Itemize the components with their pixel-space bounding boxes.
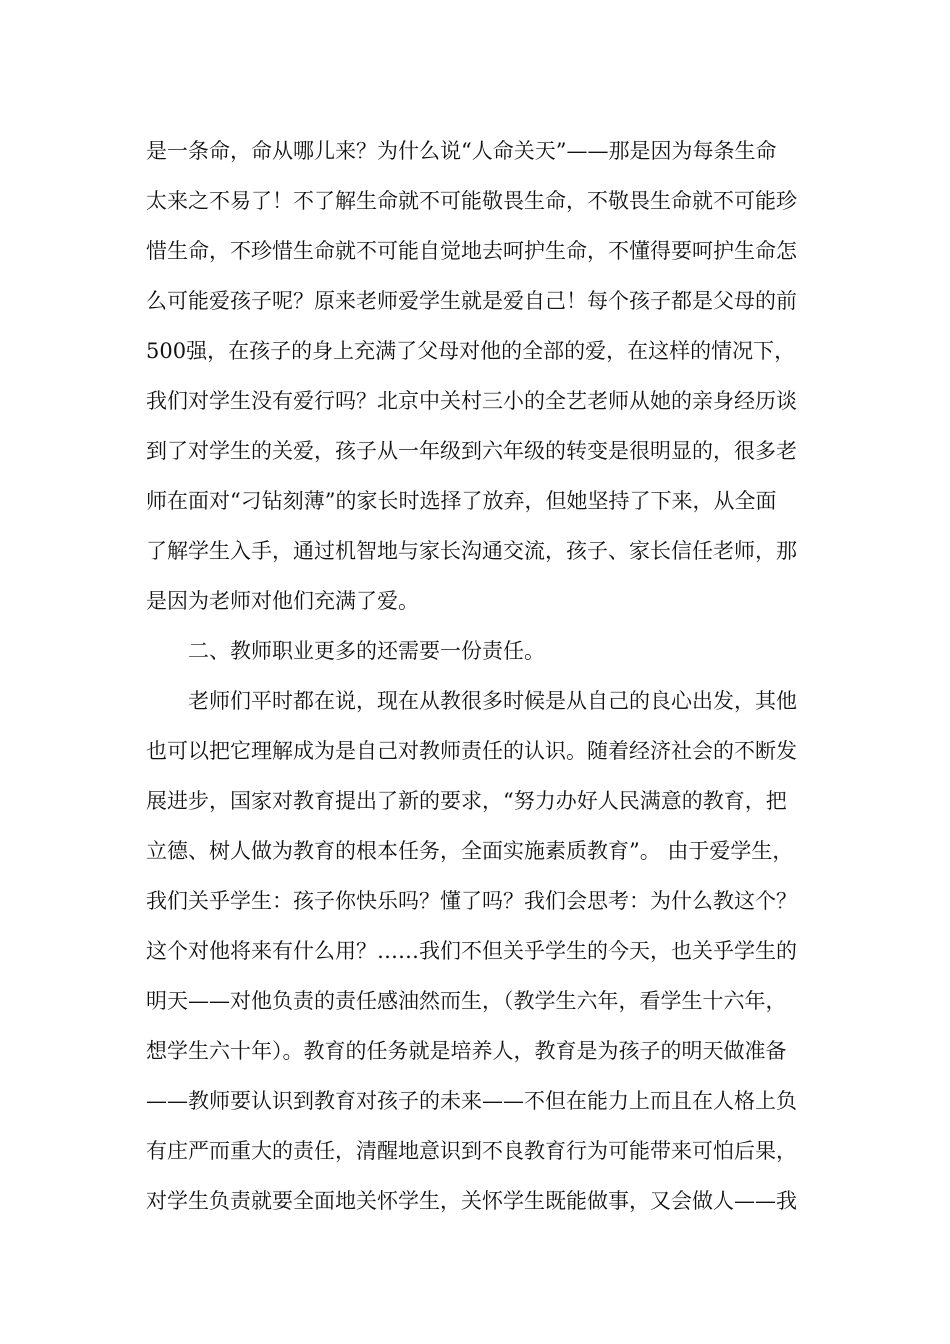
text-line: 想学生六十年）。教育的任务就是培养人，教育是为孩子的明天做准备 — [146, 1039, 787, 1063]
text-line: 是一条命，命从哪儿来？为什么说“人命关天”——那是因为每条生命 — [146, 139, 777, 163]
text-line: 么可能爱孩子呢？原来老师爱学生就是爱自己！每个孩子都是父母的前 — [146, 289, 797, 313]
text-line: 太来之不易了！不了解生命就不可能敬畏生命，不敬畏生命就不可能珍 — [146, 189, 797, 213]
text-line: 惜生命，不珍惜生命就不可能自觉地去呵护生命，不懂得要呵护生命怎 — [146, 239, 797, 263]
text-line: ——教师要认识到教育对孩子的未来——不但在能力上而且在人格上负 — [146, 1089, 797, 1113]
text-line: 有庄严而重大的责任，清醒地意识到不良教育行为可能带来可怕后果， — [146, 1139, 797, 1163]
text-line: 也可以把它理解成为是自己对教师责任的认识。随着经济社会的不断发 — [146, 739, 797, 763]
text-line: 了解学生入手，通过机智地与家长沟通交流，孩子、家长信任老师，那 — [146, 539, 797, 563]
section-heading: 二、教师职业更多的还需要一份责任。 — [188, 639, 545, 663]
text-line: 展进步，国家对教育提出了新的要求，“努力办好人民满意的教育，把 — [146, 789, 787, 813]
text-line: 是因为老师对他们充满了爱。 — [146, 589, 419, 613]
text-line: 师在面对“刁钻刻薄”的家长时选择了放弃，但她坚持了下来，从全面 — [146, 489, 777, 513]
text-line: 立德、树人做为教育的根本任务，全面实施素质教育”。 由于爱学生， — [146, 839, 794, 863]
text-line: 到了对学生的关爱，孩子从一年级到六年级的转变是很明显的，很多老 — [146, 439, 797, 463]
text-line: 对学生负责就要全面地关怀学生，关怀学生既能做事，又会做人——我 — [146, 1189, 797, 1213]
text-line: 老师们平时都在说，现在从教很多时候是从自己的良心出发，其他 — [188, 689, 797, 713]
text-line: 明天——对他负责的责任感油然而生，（教学生六年，看学生十六年， — [146, 989, 787, 1013]
text-line: 500强，在孩子的身上充满了父母对他的全部的爱，在这样的情况下， — [146, 339, 796, 363]
text-line: 我们对学生没有爱行吗？北京中关村三小的全艺老师从她的亲身经历谈 — [146, 389, 797, 413]
body-text — [146, 134, 846, 1234]
text-line: 我们关乎学生：孩子你快乐吗？懂了吗？我们会思考：为什么教这个？ — [146, 889, 797, 913]
text-line: 这个对他将来有什么用？……我们不但关乎学生的今天，也关乎学生的 — [146, 939, 797, 963]
